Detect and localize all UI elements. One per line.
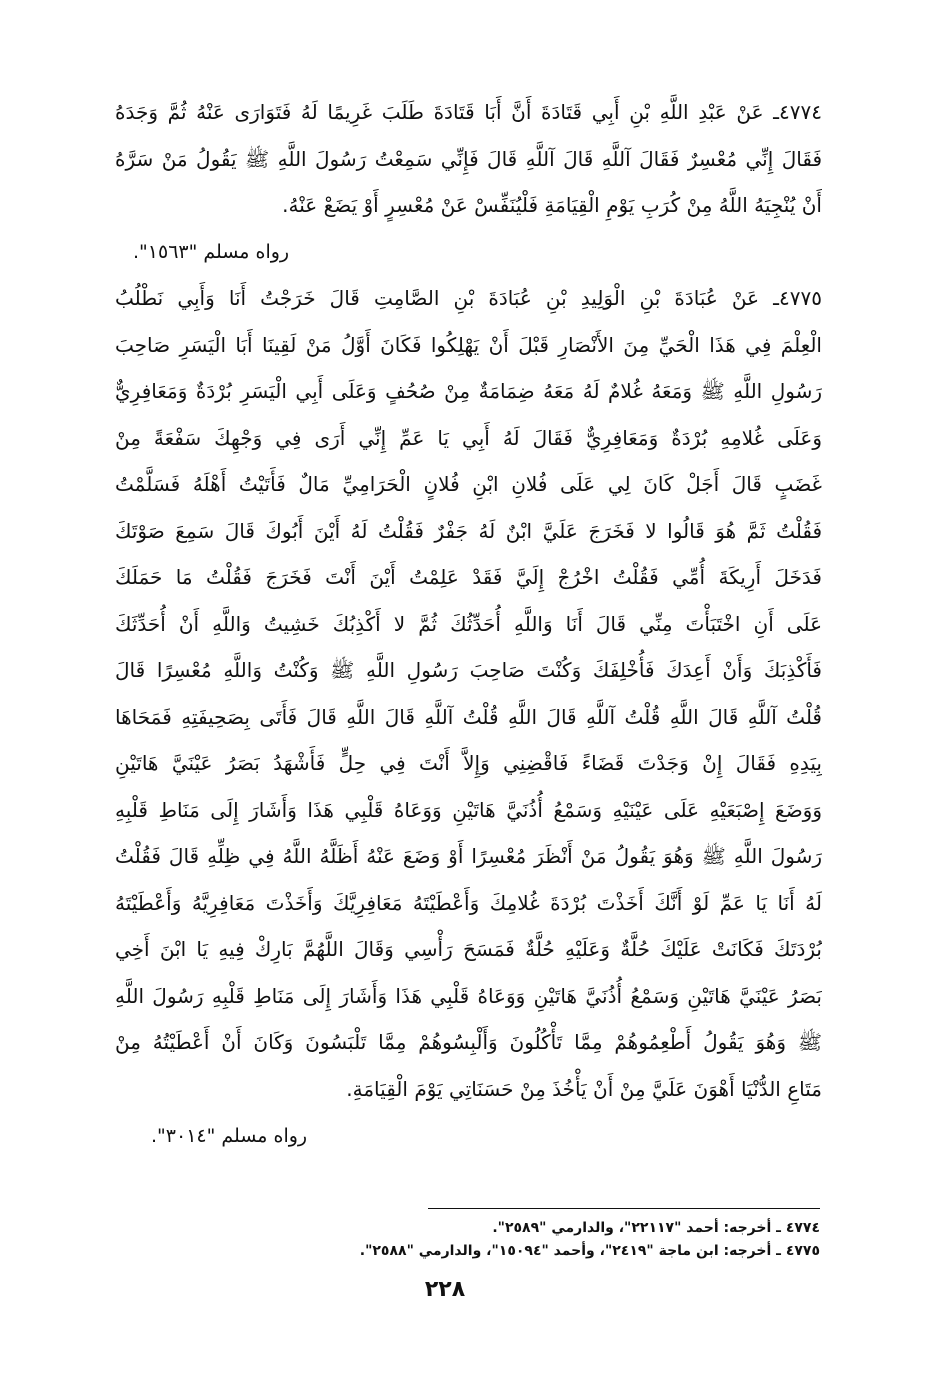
hadith-4774-line-2: فَقَالَ إِنِّي مُعْسِرٌ فَقَالَ آللَّهِ قَالَ آللَّهِ قَالَ فَإِنِّي سَمِعْتُ رَسُولَ اللَّهِ ﷺ يَقُولُ مَنْ سَرَّهُ bbox=[115, 146, 822, 171]
hadith-4775-line-13: رَسُولَ اللَّهِ ﷺ وَهُوَ يَقُولُ مَنْ أَنْظَرَ مُعْسِرًا أَوْ وَضَعَ عَنْهُ أَظَلَّهُ اللَّهُ فِي ظِلِّهِ قَالَ فَقُلْتُ bbox=[115, 844, 822, 868]
hadith-4775-line-8: عَلَى أَنِ اخْتَبَأْتَ مِنِّي قَالَ أَنَا وَاللَّهِ أُحَدِّثُكَ ثُمَّ لا أَكْذِبُكَ خَشِيتُ وَاللَّهِ أَنْ أُحَدِّثَكَ bbox=[115, 611, 822, 636]
hadith-4775-line-14: لَهُ أَنَا يَا عَمِّ لَوْ أَنَّكَ أَخَذْتَ بُرْدَةَ غُلامِكَ وَأَعْطَيْتَهُ مَعَافِرِيَّكَ وَأَخَذْتَ مَعَافِرِيَّهُ وَأَعْطَيْتَهُ bbox=[115, 890, 822, 915]
hadith-4775-line-2: الْعِلْمَ فِي هَذَا الْحَيِّ مِنَ الأَنْصَارِ قَبْلَ أَنْ يَهْلِكُوا فَكَانَ أَوَّلُ مَنْ لَقِينَا أَبَا الْيَسَرِ صَاحِبَ bbox=[115, 332, 822, 357]
hadith-4774-line-3: أَنْ يُنْجِيَهُ اللَّهُ مِنْ كُرَبِ يَوْمِ الْقِيَامَةِ فَلْيُنَفِّسْ عَنْ مُعْسِرٍ أَوْ يَضَعْ عَنْهُ. bbox=[282, 193, 822, 217]
hadith-4775-line-9: فَأَكْذِبَكَ وَأَنْ أَعِدَكَ فَأُخْلِفَكَ وَكُنْتَ صَاحِبَ رَسُولِ اللَّهِ ﷺ وَكُنْتُ وَاللَّهِ مُعْسِرًا قَالَ bbox=[115, 658, 822, 682]
hadith-4775-line-12: وَوَضَعَ إِصْبَعَيْهِ عَلَى عَيْنَيْهِ وَسَمْعُ أُذُنَيَّ هَاتَيْنِ وَوَعَاهُ قَلْبِي هَذَا وَأَشَارَ إِلَى مَنَاطِ قَلْبِهِ bbox=[115, 797, 822, 822]
hadith-4775-line-7: فَدَخَلَ أَرِيكَةَ أُمِّي فَقُلْتُ اخْرُجْ إِلَيَّ فَقَدْ عَلِمْتُ أَيْنَ أَنْتَ فَخَرَجَ فَقُلْتُ مَا حَمَلَكَ bbox=[115, 565, 822, 589]
page-number: ٢٢٨ bbox=[424, 1277, 466, 1302]
hadith-4775-line-16: بَصَرُ عَيْنَيَّ هَاتَيْنِ وَسَمْعُ أُذُنَيَّ هَاتَيْنِ وَوَعَاهُ قَلْبِي هَذَا وَأَشَارَ إِلَى مَنَاطِ قَلْبِهِ رَسُولَ اللَّهِ bbox=[115, 983, 822, 1008]
hadith-4775-line-4: وَعَلَى غُلامِهِ بُرْدَةٌ وَمَعَافِرِيٌّ فَقَالَ لَهُ أَبِي يَا عَمِّ إِنِّي أَرَى فِي وَجْهِكَ سَفْعَةً مِنْ bbox=[115, 425, 822, 450]
hadith-4775-line-18: مَتَاعِ الدُّنْيَا أَهْوَنَ عَلَيَّ مِنْ أَنْ يَأْخُذَ مِنْ حَسَنَاتِي يَوْمَ الْقِيَامَةِ. bbox=[346, 1076, 822, 1101]
hadith-4775-line-10: قُلْتُ آللَّهِ قَالَ اللَّهِ قُلْتُ آللَّهِ قَالَ اللَّهِ قُلْتُ آللَّهِ قَالَ اللَّهِ قَالَ فَأَتَى بِصَحِيفَتِهِ فَمَحَاهَا bbox=[115, 704, 822, 729]
hadith-4774-line-1: ٤٧٧٤ـ عَنْ عَبْدِ اللَّهِ بْنِ أَبِي قَتَادَةَ أَنَّ أَبَا قَتَادَةَ طَلَبَ غَرِيمًا لَهُ فَتَوَارَى عَنْهُ ثُمَّ وَجَدَهُ bbox=[115, 100, 822, 124]
footnote-4774: ٤٧٧٤ ـ أخرجه: أحمد "٢٢١١٧"، والدارمي "٢٥٨٩". bbox=[492, 1220, 820, 1236]
hadith-4775-line-3: رَسُولِ اللَّهِ ﷺ وَمَعَهُ غُلامٌ لَهُ مَعَهُ ضِمَامَةٌ مِنْ صُحُفٍ وَعَلَى أَبِي الْيَسَرِ بُرْدَةٌ وَمَعَافِرِيٌّ bbox=[115, 379, 822, 403]
footnote-4775: ٤٧٧٥ ـ أخرجه: ابن ماجة "٢٤١٩"، وأحمد "١٥٠٩٤"، والدارمي "٢٥٨٨". bbox=[359, 1243, 820, 1259]
hadith-4775-source: رواه مسلم "٣٠١٤". bbox=[151, 1125, 308, 1147]
hadith-4775-line-17: ﷺ وَهُوَ يَقُولُ أَطْعِمُوهُمْ مِمَّا تَأْكُلُونَ وَأَلْبِسُوهُمْ مِمَّا تَلْبَسُونَ وَكَانَ أَنْ أَعْطَيْتُهُ مِنْ bbox=[115, 1030, 822, 1054]
footnote-divider bbox=[428, 1208, 820, 1209]
hadith-4775-line-1: ٤٧٧٥ـ عَنْ عُبَادَةَ بْنِ الْوَلِيدِ بْنِ عُبَادَةَ بْنِ الصَّامِتِ قَالَ خَرَجْتُ أَنَا وَأَبِي نَطْلُبُ bbox=[115, 286, 822, 310]
hadith-4775-line-6: فَقُلْتُ ثَمَّ هُوَ قَالُوا لا فَخَرَجَ عَلَيَّ ابْنٌ لَهُ جَفْرٌ فَقُلْتُ لَهُ أَيْنَ أَبُوكَ قَالَ سَمِعَ صَوْتَكَ bbox=[115, 518, 822, 543]
hadith-4775-line-11: بِيَدِهِ فَقَالَ إِنْ وَجَدْتَ قَضَاءً فَاقْضِنِي وَإِلاَّ أَنْتَ فِي حِلٍّ فَأَشْهَدُ بَصَرُ عَيْنَيَّ هَاتَيْنِ bbox=[115, 751, 822, 775]
hadith-4775-line-15: بُرْدَتَكَ فَكَانَتْ عَلَيْكَ حُلَّةٌ وَعَلَيْهِ حُلَّةٌ فَمَسَحَ رَأْسِي وَقَالَ اللَّهُمَّ بَارِكْ فِيهِ يَا ابْنَ أَخِي bbox=[115, 937, 822, 961]
hadith-4774-source: رواه مسلم "١٥٦٣". bbox=[133, 240, 290, 263]
hadith-4775-line-5: غَضَبٍ قَالَ أَجَلْ كَانَ لِي عَلَى فُلانِ ابْنِ فُلانٍ الْحَرَامِيِّ مَالٌ فَأَتَيْتُ أَهْلَهُ فَسَلَّمْتُ bbox=[115, 472, 822, 496]
